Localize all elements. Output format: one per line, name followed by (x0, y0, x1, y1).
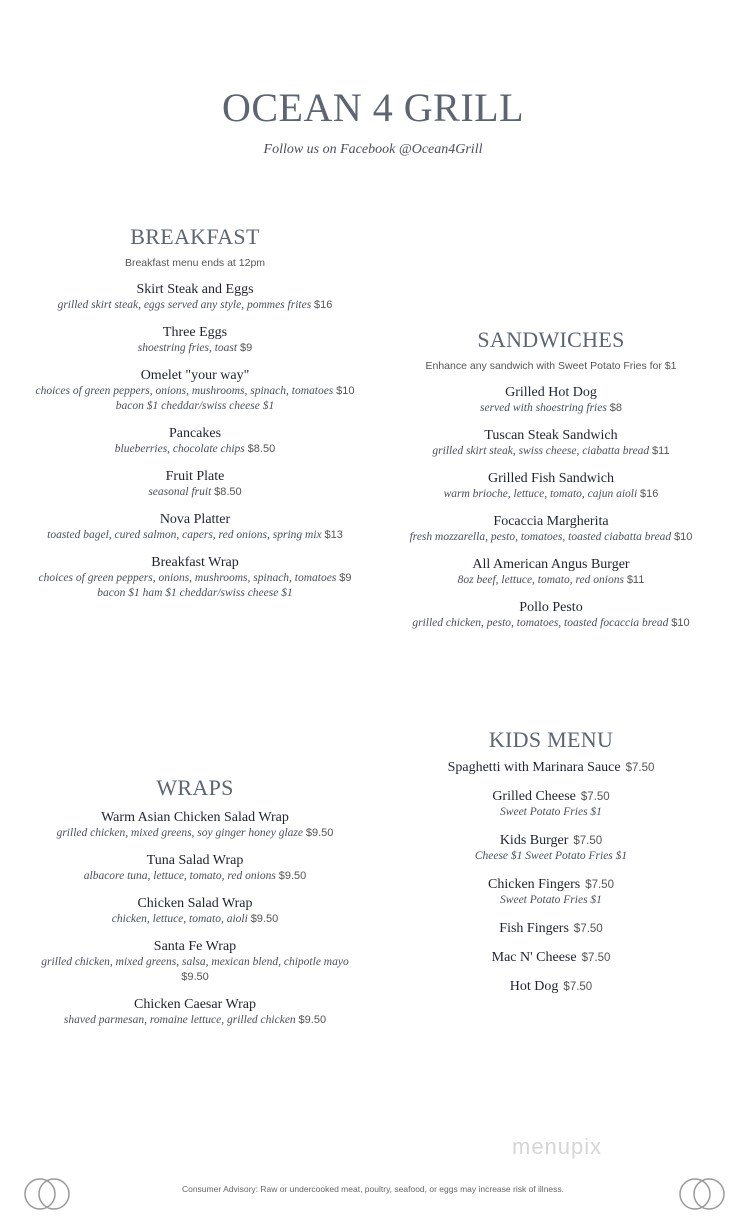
item-name: Fruit Plate (165, 469, 225, 484)
item-name: Chicken Caesar Wrap (133, 997, 257, 1012)
item-name-row (30, 368, 360, 384)
item-price: $7.50 (625, 762, 655, 774)
item-name-row (381, 428, 721, 444)
description-text: 8oz beef, lettuce, tomato, red onions (457, 574, 624, 586)
item-price: $8.50 (247, 443, 276, 455)
menu-item (381, 514, 721, 545)
menu-item (381, 428, 721, 459)
menu-item (30, 325, 360, 356)
item-description (30, 528, 360, 543)
menu-item (381, 471, 721, 502)
item-price: $9.50 (250, 913, 279, 925)
item-name: Chicken Fingers (488, 877, 581, 892)
description-text: albacore tuna, lettuce, tomato, red onions (83, 870, 276, 882)
item-name-row (381, 471, 721, 487)
description-text: shoestring fries, toast (137, 342, 238, 354)
description-text: grilled chicken, mixed greens, salsa, mexican blend, chipotle mayo (41, 956, 349, 968)
item-name: Tuna Salad Wrap (146, 853, 244, 868)
item-name-row (381, 789, 721, 805)
item-name: Nova Platter (159, 512, 231, 527)
item-price: $9.50 (181, 971, 209, 983)
item-name-row (381, 557, 721, 573)
item-name: Tuscan Steak Sandwich (484, 428, 618, 443)
item-description (381, 573, 721, 588)
item-description (30, 869, 360, 884)
consumer-advisory: Consumer Advisory: Raw or undercooked meat, poultry, seafood, or eggs may increase risk of illness. (181, 1184, 565, 1194)
item-addons: bacon $1 cheddar/swiss cheese $1 (115, 400, 275, 412)
item-name-row (381, 760, 721, 776)
item-description (30, 298, 360, 313)
item-description (381, 893, 721, 908)
item-price: $7.50 (563, 981, 593, 993)
item-description (30, 955, 360, 985)
section-heading: SANDWICHES (477, 327, 625, 352)
menu-item (381, 950, 721, 966)
item-description (30, 1013, 360, 1028)
item-description (381, 444, 721, 459)
item-name-row (30, 325, 360, 341)
item-name-row (381, 385, 721, 401)
item-price: $8.50 (214, 486, 242, 498)
rings-logo-icon (22, 1176, 72, 1212)
item-description (30, 384, 360, 399)
menu-item (30, 896, 360, 927)
item-description (381, 401, 721, 416)
menu-item (30, 853, 360, 884)
description-text: Cheese $1 Sweet Potato Fries $1 (474, 850, 628, 862)
item-price: $9 (239, 342, 253, 354)
item-price: $7.50 (580, 791, 610, 803)
item-name: Hot Dog (509, 979, 559, 994)
item-description (381, 616, 721, 631)
item-name: Three Eggs (162, 325, 228, 340)
menu-item (30, 368, 360, 414)
menu-item (30, 282, 360, 313)
item-price: $7.50 (585, 879, 614, 891)
item-description (30, 442, 360, 457)
item-price: $9 (339, 572, 352, 584)
item-name-row (30, 512, 360, 528)
item-name-row (381, 950, 721, 966)
item-description (30, 341, 360, 356)
section-heading: WRAPS (156, 775, 234, 800)
item-name: Kids Burger (499, 833, 569, 848)
menu-item (381, 760, 721, 776)
item-description (30, 485, 360, 500)
description-text: choices of green peppers, onions, mushrooms, spinach, tomatoes (38, 572, 337, 584)
item-price: $16 (314, 299, 333, 311)
item-name-row (30, 810, 360, 826)
item-name-row (30, 853, 360, 869)
description-text: grilled skirt steak, swiss cheese, ciabatta bread (432, 445, 650, 457)
menu-item (381, 557, 721, 588)
description-text: served with shoestring fries (480, 402, 607, 414)
item-price: $7.50 (573, 923, 603, 935)
item-price: $10 (336, 385, 355, 397)
item-name: Mac N' Cheese (491, 950, 577, 965)
menupix-watermark: menupix (512, 1134, 603, 1159)
item-name: Skirt Steak and Eggs (136, 282, 254, 297)
menu-item (30, 512, 360, 543)
item-name: Chicken Salad Wrap (137, 896, 253, 911)
menu-item (30, 939, 360, 985)
item-name-row (381, 514, 721, 530)
item-name: Pollo Pesto (519, 600, 583, 615)
item-name-row (30, 555, 360, 571)
item-name-row (30, 896, 360, 912)
item-description (381, 487, 721, 502)
menu-item (381, 600, 721, 631)
item-description (381, 849, 721, 864)
item-name: Fish Fingers (499, 921, 569, 936)
menu-item (381, 877, 721, 908)
description-text: grilled skirt steak, eggs served any style, pommes frites (57, 299, 312, 311)
description-text: shaved parmesan, romaine lettuce, grilled chicken (63, 1014, 296, 1026)
menu-item (381, 833, 721, 864)
item-name: All American Angus Burger (472, 557, 630, 572)
sandwiches-section (381, 327, 721, 643)
item-description (30, 826, 360, 841)
item-price: $10 (674, 531, 693, 543)
item-name: Grilled Hot Dog (505, 385, 597, 400)
item-name: Spaghetti with Marinara Sauce (447, 760, 621, 775)
item-price: $13 (324, 529, 343, 541)
item-description (30, 912, 360, 927)
item-name-row (381, 877, 721, 893)
description-text: fresh mozzarella, pesto, tomatoes, toasted ciabatta bread (409, 531, 672, 543)
item-name-row (30, 282, 360, 298)
item-name-row (30, 939, 360, 955)
item-price: $8 (609, 402, 622, 414)
item-list (381, 760, 721, 995)
restaurant-title: OCEAN 4 GRILL (221, 85, 525, 130)
item-price: $10 (671, 617, 690, 629)
description-text: grilled chicken, mixed greens, soy ginger honey glaze (56, 827, 304, 839)
item-price: $16 (640, 488, 659, 500)
item-price: $9.50 (305, 827, 334, 839)
description-text: seasonal fruit (148, 486, 212, 498)
item-name: Warm Asian Chicken Salad Wrap (101, 810, 289, 825)
menu-item (30, 555, 360, 601)
description-text: warm brioche, lettuce, tomato, cajun aioli (443, 488, 638, 500)
item-name-row (30, 426, 360, 442)
item-name: Grilled Cheese (492, 789, 576, 804)
item-description (381, 530, 721, 545)
item-name-row (381, 600, 721, 616)
kids-section (381, 727, 721, 1008)
item-name-row (381, 979, 721, 995)
breakfast-section (30, 224, 360, 613)
section-note: Breakfast menu ends at 12pm (124, 257, 266, 269)
description-text: choices of green peppers, onions, mushrooms, spinach, tomatoes (35, 385, 334, 397)
item-price: $11 (626, 574, 645, 586)
item-list (30, 810, 360, 1028)
menu-item (381, 789, 721, 820)
item-price: $9.50 (278, 870, 307, 882)
item-name: Santa Fe Wrap (153, 939, 237, 954)
item-name: Breakfast Wrap (151, 555, 239, 570)
item-name: Focaccia Margherita (493, 514, 609, 529)
item-name-row (381, 921, 721, 937)
description-text: Sweet Potato Fries $1 (500, 806, 602, 818)
menu-item (30, 997, 360, 1028)
description-text: blueberries, chocolate chips (114, 443, 245, 455)
item-price: $9.50 (298, 1014, 327, 1026)
item-description (381, 805, 721, 820)
menu-item (381, 921, 721, 937)
item-price: $7.50 (573, 835, 603, 847)
rings-logo-icon (677, 1176, 727, 1212)
item-name: Omelet "your way" (140, 368, 250, 383)
description-text: Sweet Potato Fries $1 (500, 894, 602, 906)
item-description (30, 571, 360, 586)
item-name-row (30, 469, 360, 485)
menu-item (30, 810, 360, 841)
menu-item (30, 469, 360, 500)
menu-item (381, 979, 721, 995)
section-note: Enhance any sandwich with Sweet Potato Fries for $1 (425, 360, 677, 372)
description-text: toasted bagel, cured salmon, capers, red onions, spring mix (47, 529, 322, 541)
menu-item (381, 385, 721, 416)
item-price: $7.50 (581, 952, 611, 964)
section-heading: BREAKFAST (130, 224, 260, 249)
description-text: grilled chicken, pesto, tomatoes, toasted focaccia bread (412, 617, 669, 629)
facebook-note: Follow us on Facebook @Ocean4Grill (263, 142, 483, 157)
menu-item (30, 426, 360, 457)
item-name-row (30, 997, 360, 1013)
wraps-section (30, 775, 360, 1040)
item-name: Grilled Fish Sandwich (488, 471, 614, 486)
item-name-row (381, 833, 721, 849)
item-name: Pancakes (168, 426, 222, 441)
item-addons: bacon $1 ham $1 cheddar/swiss cheese $1 (97, 587, 293, 599)
description-text: chicken, lettuce, tomato, aioli (111, 913, 248, 925)
item-list (30, 282, 360, 601)
item-price: $11 (652, 445, 670, 457)
section-heading: KIDS MENU (488, 727, 614, 752)
item-list (381, 385, 721, 631)
